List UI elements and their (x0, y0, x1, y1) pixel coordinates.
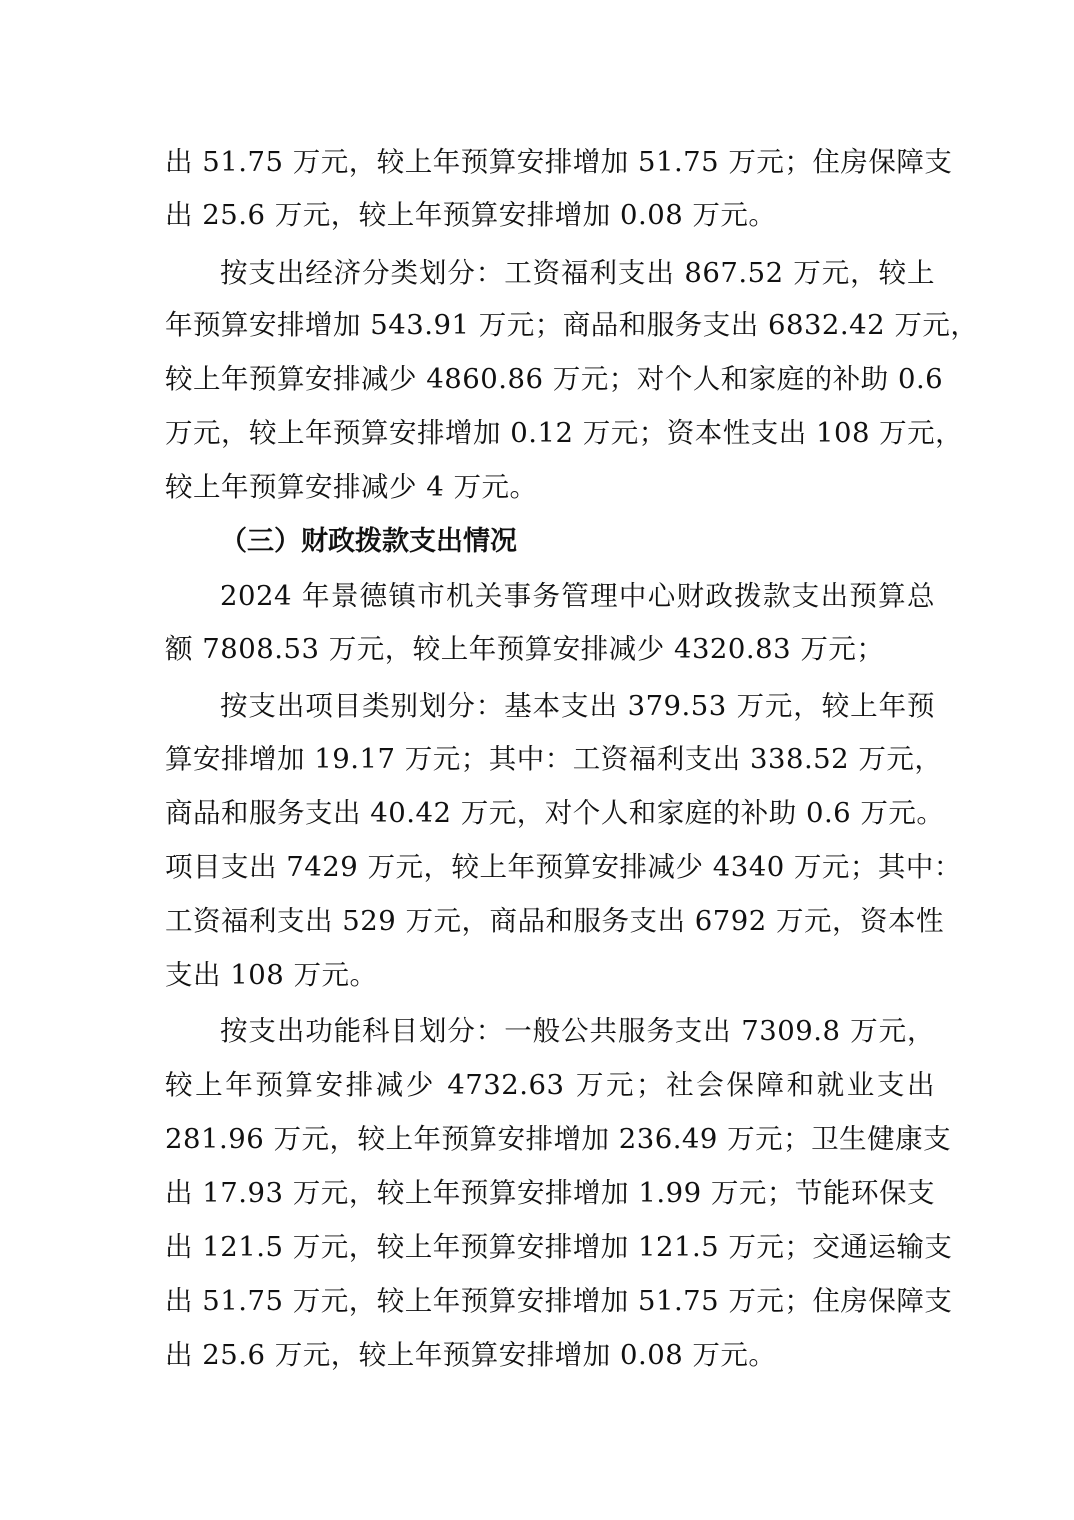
text-line: 万元，较上年预算安排增加 0.12 万元；资本性支出 108 万元， (165, 417, 964, 449)
text-line: 较上年预算安排减少 4732.63 万元；社会保障和就业支出 (165, 1069, 935, 1101)
text-line: 出 51.75 万元，较上年预算安排增加 51.75 万元；住房保障支 (165, 1285, 953, 1317)
text-line: 较上年预算安排减少 4860.86 万元；对个人和家庭的补助 0.6 (165, 363, 944, 395)
text-line: 支出 108 万元。 (165, 959, 378, 991)
text-line: 算安排增加 19.17 万元；其中：工资福利支出 338.52 万元， (165, 743, 943, 775)
paragraph-first-line: 按支出经济分类划分：工资福利支出 867.52 万元，较上 (220, 257, 935, 289)
text-line: 出 17.93 万元，较上年预算安排增加 1.99 万元；节能环保支 (165, 1177, 935, 1209)
text-line: 年预算安排增加 543.91 万元；商品和服务支出 6832.42 万元， (165, 309, 979, 341)
text-line: 较上年预算安排减少 4 万元。 (165, 471, 538, 503)
text-line: 工资福利支出 529 万元，商品和服务支出 6792 万元，资本性 (165, 905, 944, 937)
section-heading: （三）财政拨款支出情况 (220, 526, 517, 557)
text-line: 出 121.5 万元，较上年预算安排增加 121.5 万元；交通运输支 (165, 1231, 953, 1263)
text-line: 出 25.6 万元，较上年预算安排增加 0.08 万元。 (165, 1339, 777, 1371)
text-line: 额 7808.53 万元，较上年预算安排减少 4320.83 万元； (165, 633, 885, 665)
text-line: 281.96 万元，较上年预算安排增加 236.49 万元；卫生健康支 (165, 1123, 952, 1155)
text-line: 出 25.6 万元，较上年预算安排增加 0.08 万元。 (165, 199, 777, 231)
text-line: 商品和服务支出 40.42 万元，对个人和家庭的补助 0.6 万元。 (165, 797, 945, 829)
text-line: 项目支出 7429 万元，较上年预算安排减少 4340 万元；其中： (165, 851, 962, 883)
paragraph-first-line: 按支出功能科目划分：一般公共服务支出 7309.8 万元， (220, 1015, 935, 1047)
paragraph-first-line: 2024 年景德镇市机关事务管理中心财政拨款支出预算总 (220, 580, 935, 612)
paragraph-first-line: 按支出项目类别划分：基本支出 379.53 万元，较上年预 (220, 690, 935, 722)
text-line: 出 51.75 万元，较上年预算安排增加 51.75 万元；住房保障支 (165, 146, 953, 178)
